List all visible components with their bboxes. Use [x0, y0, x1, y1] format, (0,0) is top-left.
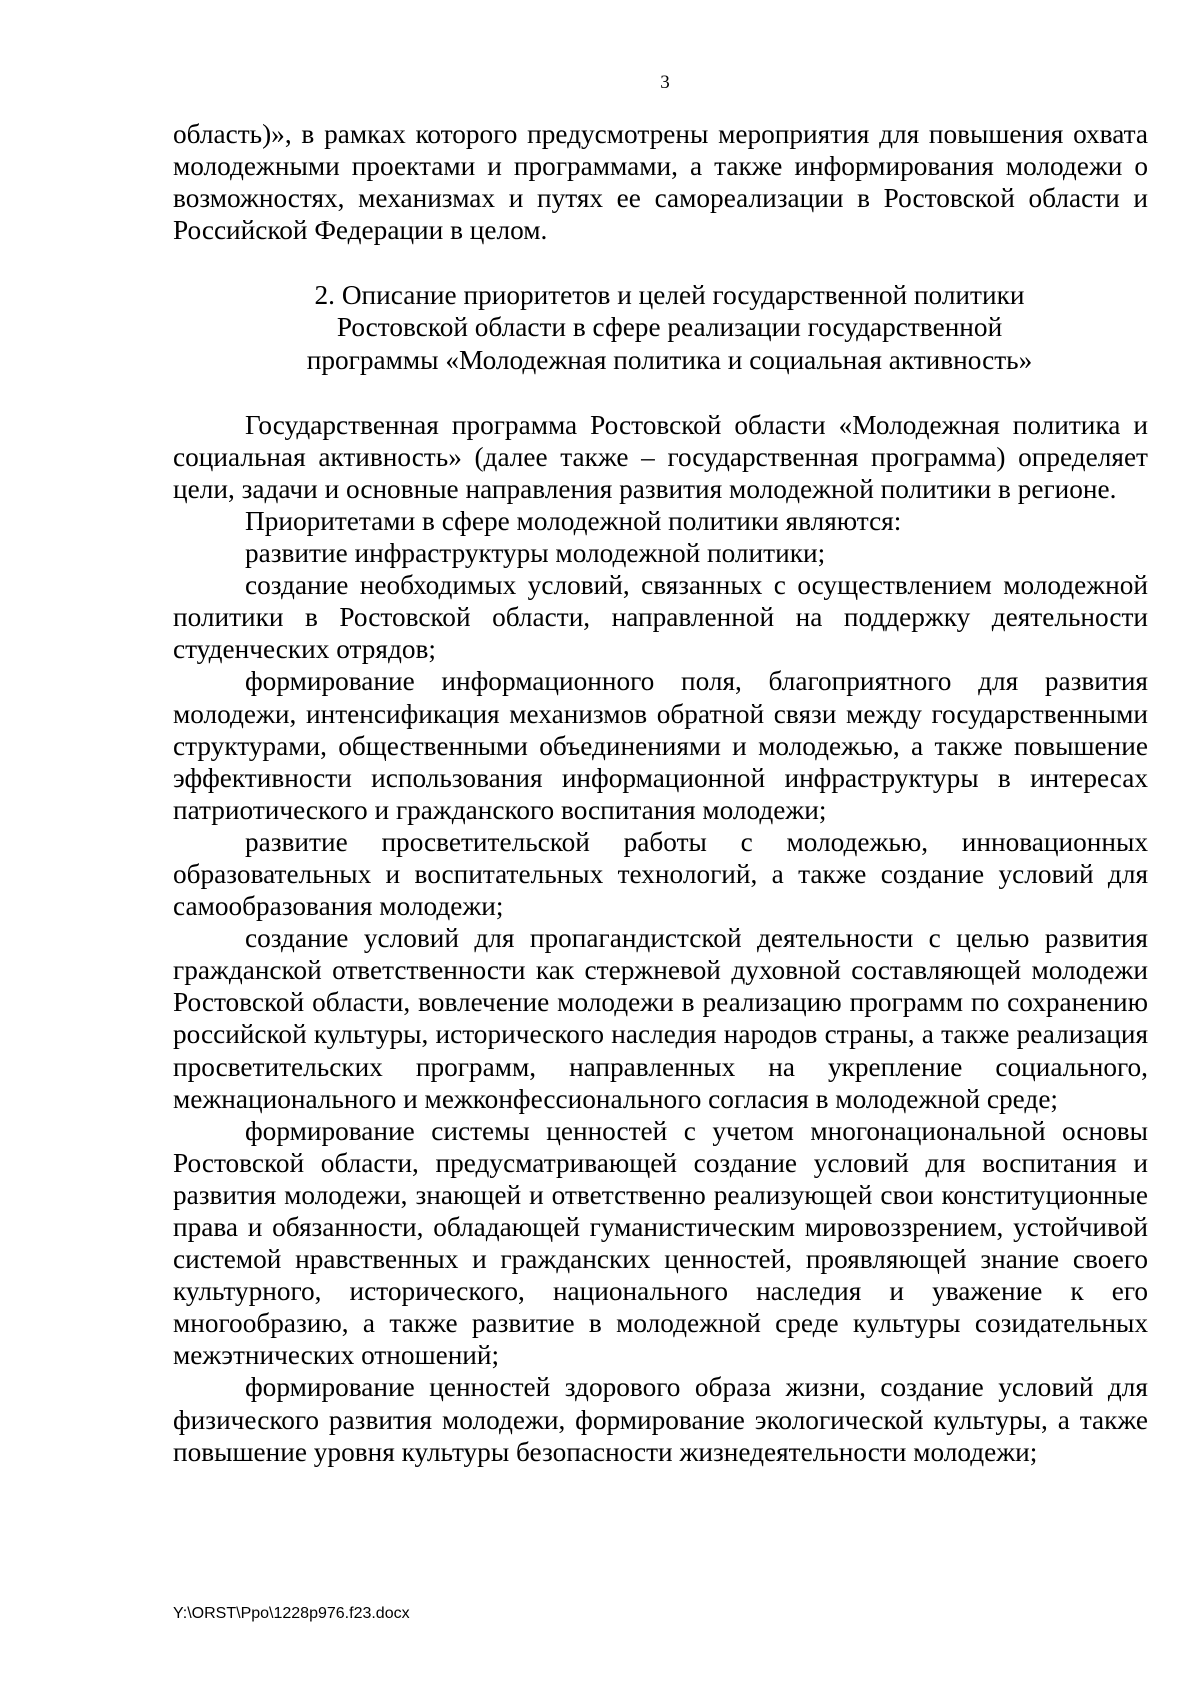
priority-item: создание условий для пропагандистской деятельности с целью развития гражданской ответственности как стержневой духовной составляющей молодежи Ростовской области, вовлечение молодежи в реализацию программ по сохранению российской культуры, исторического наследия народов страны, а также реализация просветительских программ, направленных на укрепление социального, межнационального и межконфессионального согласия в молодежной среде;	[173, 923, 1148, 1114]
priority-item: развитие инфраструктуры молодежной политики;	[245, 538, 826, 569]
priority-item: развитие просветительской работы с молодежью, инновационных образовательных и воспитательных технологий, а также создание условий для самообразования молодежи;	[173, 826, 1148, 922]
section-heading	[173, 279, 1148, 375]
section-heading-line: программы «Молодежная политика и социальная активность»	[306, 344, 1033, 375]
priority-item: формирование ценностей здорового образа жизни, создание условий для физического развития молодежи, формирование экологической культуры, а также повышение уровня культуры безопасности жизнедеятельности молодежи;	[173, 1372, 1148, 1467]
section-heading-line: Ростовской области в сфере реализации государственной	[336, 312, 1003, 343]
continuation-paragraph: область)», в рамках которого предусмотрены мероприятия для повышения охвата молодежными проектами и программами, а также информирования молодежи о возможностях, механизмах и путях ее самореализации в Ростовской области и Российской Федерации в целом.	[173, 119, 1148, 246]
priority-item: создание необходимых условий, связанных с осуществлением молодежной политики в Ростовской области, направленной на поддержку деятельности студенческих отрядов;	[173, 570, 1148, 665]
priority-item: формирование системы ценностей с учетом многонациональной основы Ростовской области, предусматривающей создание условий для воспитания и развития молодежи, знающей и ответственно реализующей свои конституционные права и обязанности, обладающей гуманистическим мировоззрением, устойчивой системой нравственных и гражданских ценностей, проявляющей знание своего культурного, исторического, национального наследия и уважение к его многообразию, а также развитие в молодежной среде культуры созидательных межэтнических отношений;	[173, 1115, 1148, 1371]
section-heading-line: 2. Описание приоритетов и целей государственной политики	[314, 280, 1025, 311]
document-body	[173, 118, 1148, 1468]
footer-file-path: Y:\ORST\Ppo\1228p976.f23.docx	[173, 1605, 410, 1622]
page-number: 3	[660, 72, 670, 93]
body-paragraph: Государственная программа Ростовской области «Молодежная политика и социальная активность» (далее также – государственная программа) определяет цели, задачи и основные направления развития молодежной политики в регионе.	[173, 409, 1148, 504]
body-paragraph: Приоритетами в сфере молодежной политики являются:	[245, 505, 902, 536]
priority-item: формирование информационного поля, благоприятного для развития молодежи, интенсификация механизмов обратной связи между государственными структурами, общественными объединениями и молодежью, а также повышение эффективности использования информационной инфраструктуры в интересах патриотического и гражданского воспитания молодежи;	[173, 666, 1148, 825]
